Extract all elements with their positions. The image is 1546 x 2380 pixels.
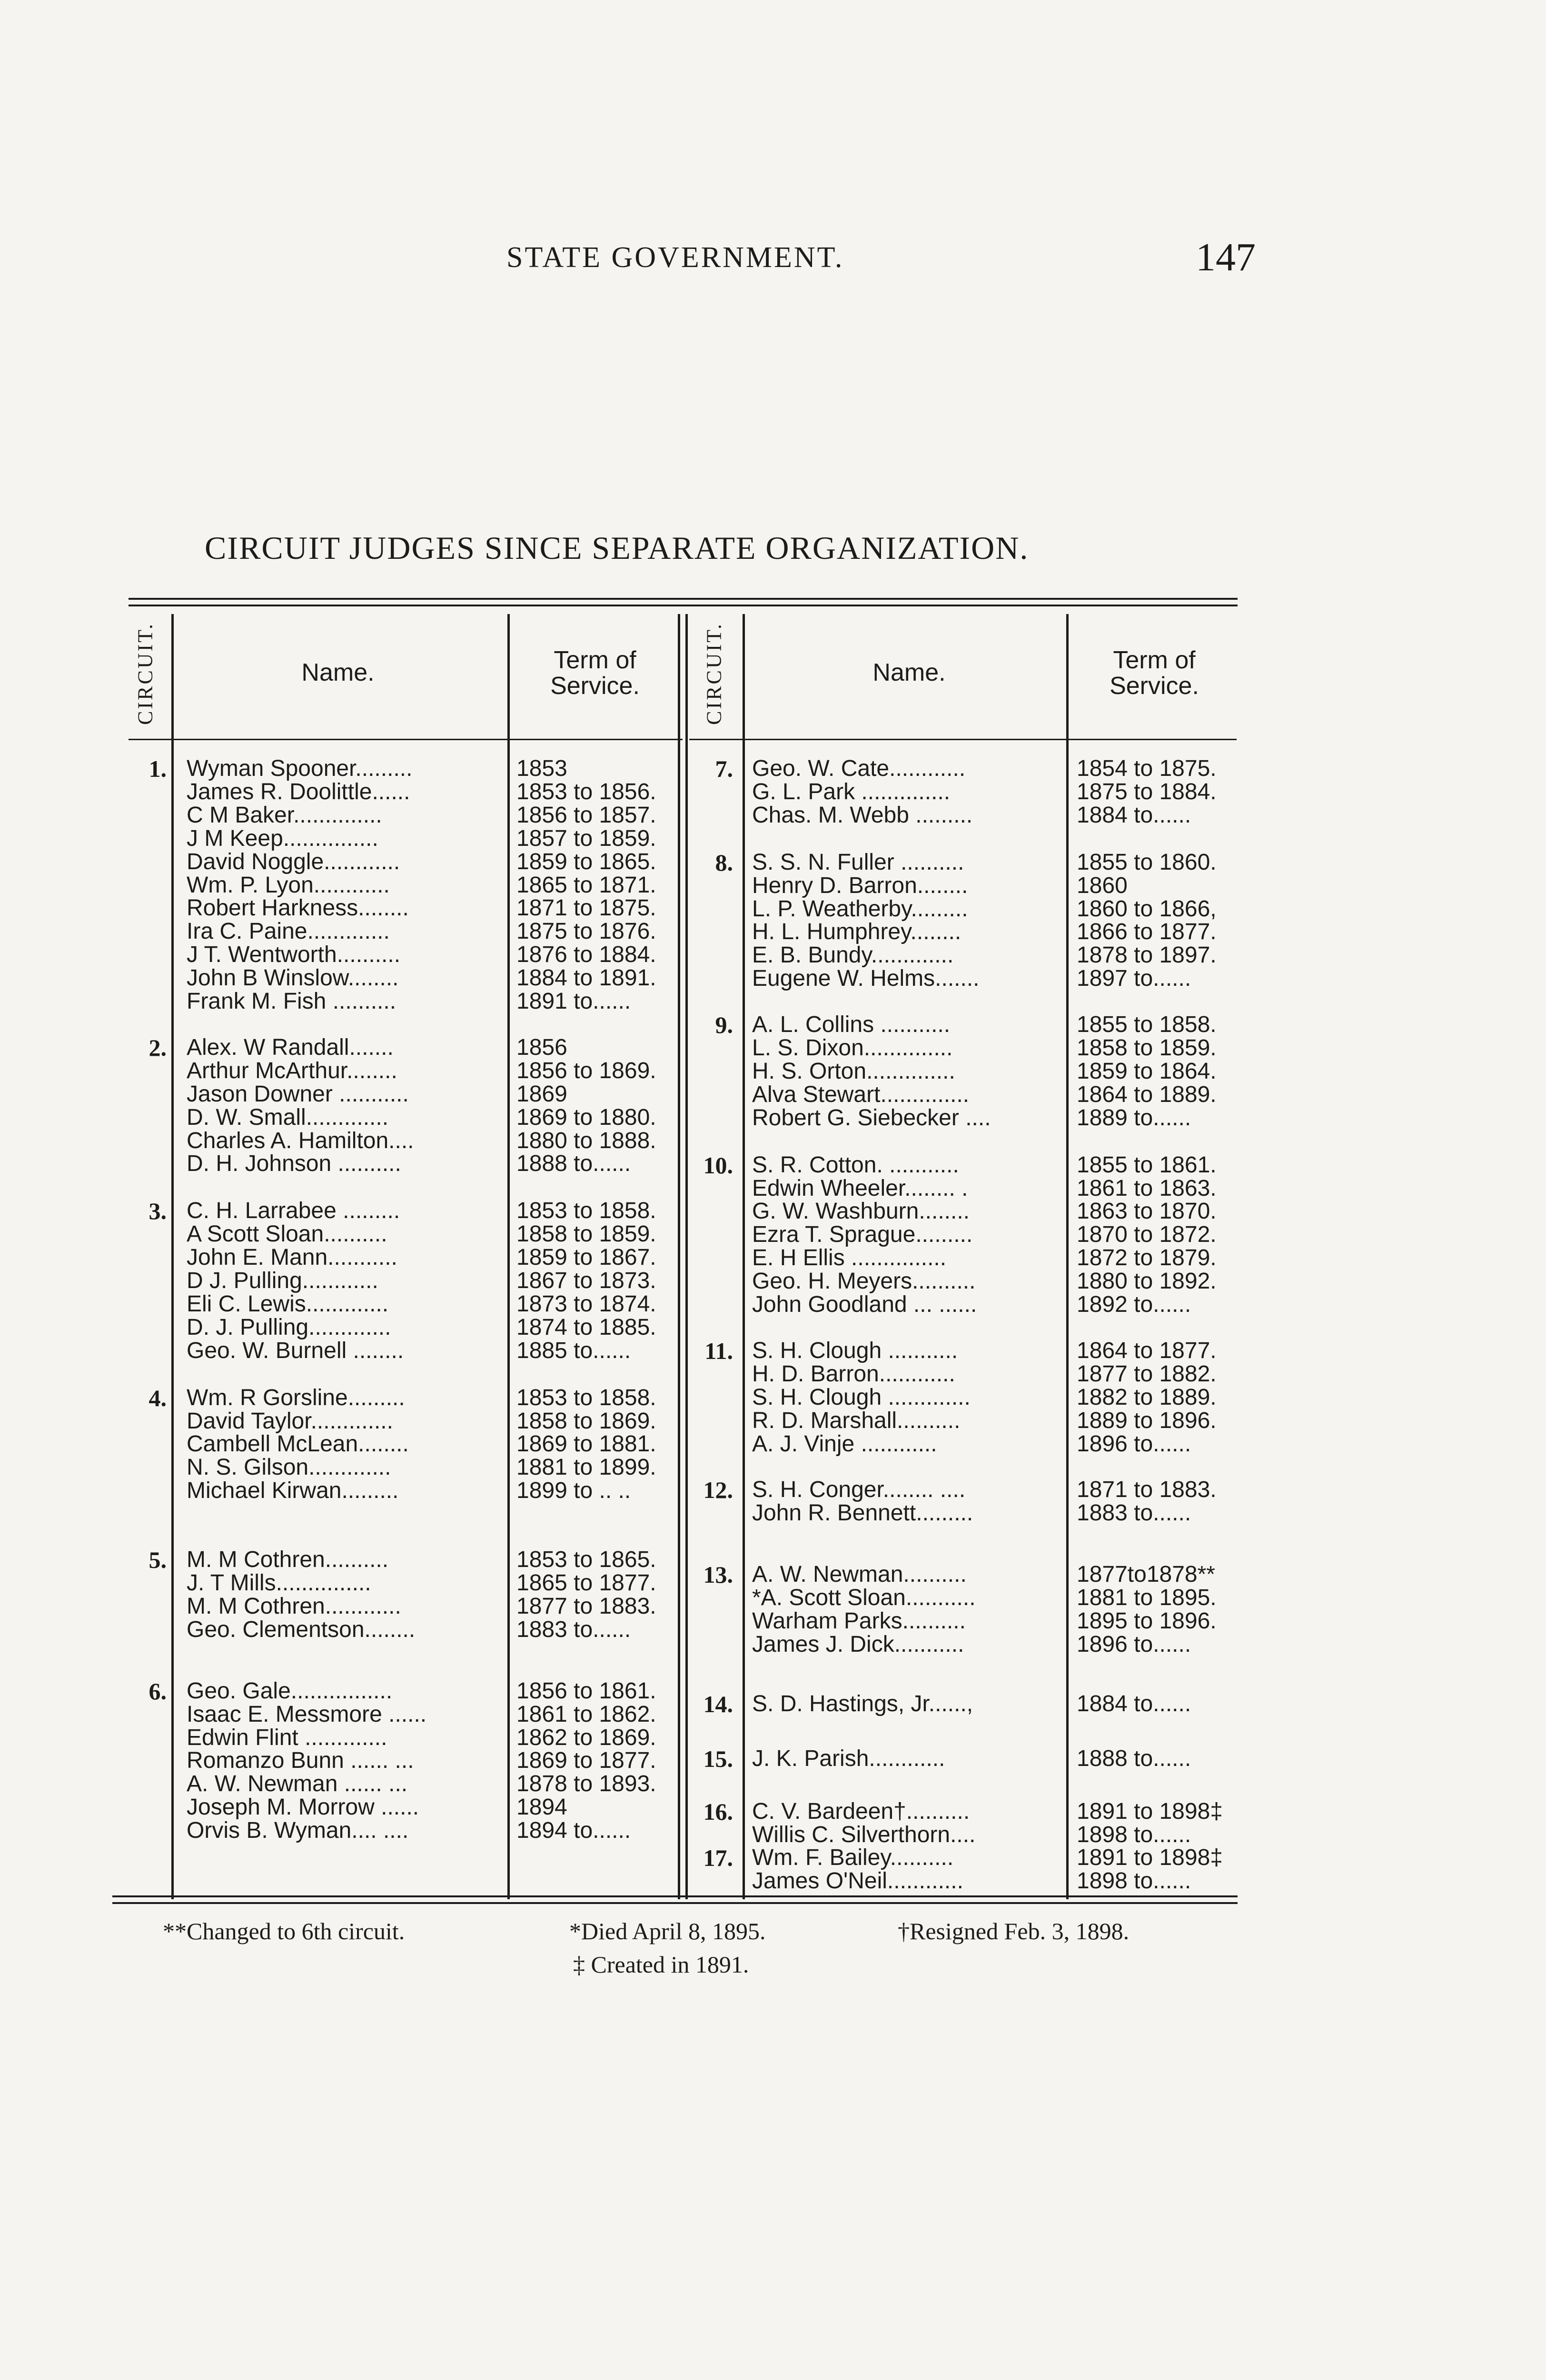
table-cell-name: Ira C. Paine............. bbox=[187, 919, 390, 944]
table-cell-term: 1884 to 1891. bbox=[516, 965, 656, 991]
table-cell-term: 1883 to...... bbox=[516, 1617, 631, 1642]
table-cell-name: E. B. Bundy............. bbox=[752, 942, 954, 968]
table-cell-name: H. L. Humphrey........ bbox=[752, 919, 961, 944]
table-cell-name: Charles A. Hamilton.... bbox=[187, 1128, 414, 1153]
table-cell-name: Arthur McArthur........ bbox=[187, 1058, 397, 1083]
table-cell-term: 1855 to 1860. bbox=[1077, 850, 1217, 875]
table-cell-name: John Goodland ... ...... bbox=[752, 1292, 977, 1317]
table-cell-term: 1891 to 1898‡ bbox=[1077, 1845, 1223, 1870]
col-line-4 bbox=[685, 614, 688, 1899]
table-cell-term: 1874 to 1885. bbox=[516, 1315, 656, 1340]
table-cell-name: S. H. Clough ........... bbox=[752, 1338, 958, 1363]
table-cell-name: Geo. H. Meyers.......... bbox=[752, 1269, 976, 1294]
table-cell-name: L. P. Weatherby......... bbox=[752, 896, 968, 922]
table-cell-name: A. W. Newman ...... ... bbox=[187, 1771, 408, 1796]
table-cell-term: 1864 to 1877. bbox=[1077, 1338, 1217, 1363]
header-circuit-right bbox=[700, 605, 728, 743]
table-cell-name: Eli C. Lewis............. bbox=[187, 1291, 389, 1317]
table-cell-term: 1877to1878** bbox=[1077, 1562, 1215, 1587]
table-cell-term: 1877 to 1883. bbox=[516, 1594, 656, 1619]
table-cell-term: 1859 to 1867. bbox=[516, 1245, 656, 1270]
table-cell-name: J. T Mills............... bbox=[187, 1570, 371, 1596]
table-cell-name: Cambell McLean........ bbox=[187, 1431, 409, 1457]
table-cell-term: 1880 to 1892. bbox=[1077, 1269, 1217, 1294]
table-cell-term: 1883 to...... bbox=[1077, 1500, 1191, 1526]
table-cell-name: D. W. Small............. bbox=[187, 1105, 389, 1130]
table-cell-name: L. S. Dixon.............. bbox=[752, 1035, 953, 1061]
table-cell-name: A. J. Vinje ............ bbox=[752, 1431, 937, 1457]
table-cell-circuit: 11. bbox=[704, 1338, 733, 1364]
table-cell-name: D J. Pulling............ bbox=[187, 1268, 378, 1293]
table-cell-circuit: 16. bbox=[703, 1798, 733, 1825]
header-term-right-l1: Term of bbox=[1113, 646, 1196, 674]
table-cell-term: 1855 to 1858. bbox=[1077, 1012, 1217, 1037]
table-cell-circuit: 6. bbox=[149, 1678, 167, 1705]
table-cell-name: Wyman Spooner......... bbox=[187, 756, 413, 781]
table-cell-circuit: 12. bbox=[703, 1477, 733, 1503]
table-cell-name: Isaac E. Messmore ...... bbox=[187, 1702, 427, 1727]
table-cell-name: Alex. W Randall....... bbox=[187, 1035, 394, 1060]
table-cell-term: 1867 to 1873. bbox=[516, 1268, 656, 1293]
table-cell-term: 1853 to 1865. bbox=[516, 1547, 656, 1572]
col-line-1 bbox=[171, 614, 174, 1899]
col-line-3 bbox=[678, 614, 680, 1899]
table-cell-term: 1854 to 1875. bbox=[1077, 756, 1217, 781]
table-cell-name: Eugene W. Helms....... bbox=[752, 966, 980, 991]
table-cell-name: Wm. R Gorsline......... bbox=[187, 1385, 405, 1410]
table-cell-term: 1878 to 1893. bbox=[516, 1771, 656, 1796]
table-cell-name: D. H. Johnson .......... bbox=[187, 1151, 401, 1176]
table-cell-term: 1871 to 1875. bbox=[516, 895, 656, 921]
table-cell-term: 1875 to 1884. bbox=[1077, 779, 1217, 804]
table-cell-name: D. J. Pulling............. bbox=[187, 1315, 391, 1340]
table-cell-term: 1899 to .. .. bbox=[516, 1478, 631, 1503]
table-cell-term: 1864 to 1889. bbox=[1077, 1082, 1217, 1107]
table-cell-term: 1869 to 1881. bbox=[516, 1431, 656, 1457]
table-cell-name: Wm. F. Bailey.......... bbox=[752, 1845, 954, 1870]
table-cell-term: 1877 to 1882. bbox=[1077, 1361, 1217, 1387]
table-cell-term: 1862 to 1869. bbox=[516, 1725, 656, 1750]
table-cell-name: A. W. Newman.......... bbox=[752, 1562, 967, 1587]
bottom-rule-1 bbox=[112, 1895, 1238, 1897]
table-cell-term: 1863 to 1870. bbox=[1077, 1199, 1217, 1224]
table-cell-circuit: 10. bbox=[703, 1152, 733, 1179]
table-cell-term: 1889 to...... bbox=[1077, 1105, 1191, 1130]
running-head: STATE GOVERNMENT. bbox=[506, 241, 844, 274]
header-name-left: Name. bbox=[301, 659, 375, 686]
table-cell-term: 1856 bbox=[516, 1035, 567, 1060]
table-cell-circuit: 3. bbox=[149, 1198, 167, 1224]
table-cell-term: 1889 to 1896. bbox=[1077, 1408, 1217, 1433]
table-cell-term: 1865 to 1877. bbox=[516, 1570, 656, 1596]
table-cell-term: 1873 to 1874. bbox=[516, 1291, 656, 1317]
table-cell-term: 1884 to...... bbox=[1077, 803, 1191, 828]
footnote-resigned: †Resigned Feb. 3, 1898. bbox=[898, 1918, 1130, 1944]
table-cell-name: S. H. Conger........ .... bbox=[752, 1477, 966, 1502]
header-term-left-l2: Service. bbox=[550, 672, 640, 700]
table-cell-name: S. R. Cotton. ........... bbox=[752, 1152, 959, 1178]
table-cell-name: John E. Mann........... bbox=[187, 1245, 397, 1270]
table-cell-name: Chas. M. Webb ......... bbox=[752, 803, 973, 828]
table-cell-name: J. K. Parish............ bbox=[752, 1746, 945, 1771]
table-cell-term: 1891 to 1898‡ bbox=[1077, 1799, 1223, 1824]
table-cell-circuit: 9. bbox=[715, 1012, 733, 1038]
table-cell-circuit: 15. bbox=[703, 1745, 733, 1772]
table-cell-name: C. H. Larrabee ......... bbox=[187, 1198, 400, 1223]
header-rule-left bbox=[129, 739, 683, 740]
table-cell-term: 1876 to 1884. bbox=[516, 942, 656, 967]
table-cell-term: 1860 bbox=[1077, 873, 1128, 898]
table-cell-term: 1892 to...... bbox=[1077, 1292, 1191, 1317]
table-cell-term: 1855 to 1861. bbox=[1077, 1152, 1217, 1178]
table-cell-name: H. D. Barron............ bbox=[752, 1361, 955, 1387]
table-cell-name: Robert G. Siebecker .... bbox=[752, 1105, 991, 1130]
header-term-left-l1: Term of bbox=[554, 646, 636, 674]
table-cell-term: 1880 to 1888. bbox=[516, 1128, 656, 1153]
table-cell-name: *A. Scott Sloan........... bbox=[752, 1585, 976, 1610]
table-cell-term: 1853 to 1856. bbox=[516, 779, 656, 804]
table-cell-name: C M Baker.............. bbox=[187, 803, 382, 828]
page-number: 147 bbox=[1196, 235, 1256, 279]
table-cell-term: 1878 to 1897. bbox=[1077, 942, 1217, 968]
table-cell-term: 1888 to...... bbox=[1077, 1746, 1191, 1771]
table-cell-name: M. M Cothren.......... bbox=[187, 1547, 389, 1572]
table-cell-name: J M Keep............... bbox=[187, 826, 378, 851]
table-cell-term: 1870 to 1872. bbox=[1077, 1222, 1217, 1247]
table-cell-term: 1898 to...... bbox=[1077, 1822, 1191, 1847]
table-cell-name: H. S. Orton.............. bbox=[752, 1059, 955, 1084]
table-cell-circuit: 8. bbox=[715, 849, 733, 876]
table-cell-name: Alva Stewart.............. bbox=[752, 1082, 970, 1107]
table-cell-term: 1853 to 1858. bbox=[516, 1385, 656, 1410]
table-cell-circuit: 4. bbox=[149, 1385, 167, 1411]
table-cell-name: C. V. Bardeen†.......... bbox=[752, 1799, 970, 1824]
table-cell-term: 1853 to 1858. bbox=[516, 1198, 656, 1223]
table-cell-term: 1857 to 1859. bbox=[516, 826, 656, 851]
bottom-rule-2 bbox=[112, 1902, 1238, 1904]
table-cell-name: S. S. N. Fuller .......... bbox=[752, 850, 964, 875]
table-cell-name: Edwin Flint ............. bbox=[187, 1725, 387, 1750]
table-cell-name: Geo. Gale................ bbox=[187, 1678, 393, 1704]
table-cell-term: 1896 to...... bbox=[1077, 1632, 1191, 1657]
table-cell-term: 1895 to 1896. bbox=[1077, 1608, 1217, 1634]
table-cell-name: Orvis B. Wyman.... .... bbox=[187, 1818, 409, 1843]
table-cell-term: 1894 to...... bbox=[516, 1818, 631, 1843]
table-cell-term: 1894 bbox=[516, 1795, 567, 1820]
table-cell-term: 1881 to 1899. bbox=[516, 1455, 656, 1480]
table-cell-circuit: 7. bbox=[715, 755, 733, 782]
table-cell-name: A. L. Collins ........... bbox=[752, 1012, 951, 1037]
table-cell-name: G. W. Washburn........ bbox=[752, 1199, 970, 1224]
table-cell-name: Warham Parks.......... bbox=[752, 1608, 966, 1634]
table-cell-name: James J. Dick........... bbox=[752, 1632, 964, 1657]
table-cell-term: 1875 to 1876. bbox=[516, 919, 656, 944]
table-cell-term: 1859 to 1865. bbox=[516, 849, 656, 874]
header-term-left bbox=[512, 647, 678, 699]
table-cell-term: 1853 bbox=[516, 756, 567, 781]
footnote-created: ‡ Created in 1891. bbox=[573, 1951, 749, 1978]
header-circuit-right-label: CIRCUIT. bbox=[702, 622, 726, 725]
table-cell-name: Michael Kirwan......... bbox=[187, 1478, 399, 1503]
col-line-5 bbox=[743, 614, 745, 1899]
table-cell-name: Wm. P. Lyon............ bbox=[187, 873, 390, 898]
table-cell-name: N. S. Gilson............. bbox=[187, 1455, 391, 1480]
table-cell-term: 1856 to 1857. bbox=[516, 803, 656, 828]
header-circuit-left-label: CIRCUIT. bbox=[133, 622, 157, 725]
table-cell-name: Robert Harkness........ bbox=[187, 895, 409, 921]
table-cell-circuit: 14. bbox=[703, 1691, 733, 1717]
table-cell-name: David Taylor............. bbox=[187, 1408, 393, 1434]
table-cell-term: 1859 to 1864. bbox=[1077, 1059, 1217, 1084]
top-rule-1 bbox=[129, 598, 1238, 600]
table-cell-name: James R. Doolittle...... bbox=[187, 779, 410, 804]
footnote-died: *Died April 8, 1895. bbox=[569, 1918, 766, 1944]
table-cell-name: Romanzo Bunn ...... ... bbox=[187, 1748, 414, 1773]
table-cell-term: 1896 to...... bbox=[1077, 1431, 1191, 1457]
table-cell-term: 1869 to 1880. bbox=[516, 1105, 656, 1130]
table-title: CIRCUIT JUDGES SINCE SEPARATE ORGANIZATION. bbox=[205, 530, 1029, 566]
table-cell-name: G. L. Park .............. bbox=[752, 779, 951, 804]
table-cell-term: 1858 to 1859. bbox=[516, 1221, 656, 1247]
table-cell-name: Geo. W. Burnell ........ bbox=[187, 1338, 404, 1363]
table-cell-name: John R. Bennett......... bbox=[752, 1500, 973, 1526]
table-cell-circuit: 5. bbox=[149, 1547, 167, 1573]
table-cell-name: A Scott Sloan.......... bbox=[187, 1221, 387, 1247]
table-cell-name: Henry D. Barron........ bbox=[752, 873, 968, 898]
footnote-changed: **Changed to 6th circuit. bbox=[163, 1918, 405, 1944]
table-cell-name: James O'Neil............ bbox=[752, 1868, 963, 1894]
table-cell-term: 1881 to 1895. bbox=[1077, 1585, 1217, 1610]
table-cell-term: 1866 to 1877. bbox=[1077, 919, 1217, 944]
table-cell-term: 1865 to 1871. bbox=[516, 873, 656, 898]
table-cell-name: Willis C. Silverthorn.... bbox=[752, 1822, 976, 1847]
col-line-2 bbox=[507, 614, 510, 1899]
table-cell-term: 1856 to 1869. bbox=[516, 1058, 656, 1083]
table-cell-term: 1869 bbox=[516, 1081, 567, 1107]
table-cell-name: J T. Wentworth.......... bbox=[187, 942, 401, 967]
table-cell-term: 1871 to 1883. bbox=[1077, 1477, 1217, 1502]
table-cell-term: 1884 to...... bbox=[1077, 1691, 1191, 1716]
table-cell-circuit: 2. bbox=[149, 1034, 167, 1061]
table-cell-name: Geo. W. Cate............ bbox=[752, 756, 966, 781]
table-cell-term: 1891 to...... bbox=[516, 989, 631, 1014]
table-cell-term: 1858 to 1859. bbox=[1077, 1035, 1217, 1061]
table-cell-term: 1856 to 1861. bbox=[516, 1678, 656, 1704]
table-cell-name: Frank M. Fish .......... bbox=[187, 989, 396, 1014]
top-rule-2 bbox=[129, 605, 1238, 606]
table-cell-term: 1861 to 1862. bbox=[516, 1702, 656, 1727]
header-circuit-left bbox=[131, 605, 159, 743]
table-cell-name: David Noggle............ bbox=[187, 849, 400, 874]
header-name-right: Name. bbox=[872, 659, 946, 686]
table-cell-term: 1860 to 1866, bbox=[1077, 896, 1217, 922]
header-rule-right bbox=[689, 739, 1237, 740]
table-cell-circuit: 13. bbox=[703, 1561, 733, 1588]
table-cell-term: 1888 to...... bbox=[516, 1151, 631, 1176]
table-cell-name: E. H Ellis ............... bbox=[752, 1245, 947, 1270]
col-line-6 bbox=[1066, 614, 1069, 1899]
header-term-right bbox=[1071, 647, 1238, 699]
table-cell-name: R. D. Marshall.......... bbox=[752, 1408, 961, 1433]
table-cell-term: 1897 to...... bbox=[1077, 966, 1191, 991]
table-cell-term: 1872 to 1879. bbox=[1077, 1245, 1217, 1270]
table-cell-name: Geo. Clementson........ bbox=[187, 1617, 416, 1642]
table-cell-name: Edwin Wheeler........ . bbox=[752, 1176, 968, 1201]
table-cell-name: M. M Cothren............ bbox=[187, 1594, 401, 1619]
table-cell-term: 1861 to 1863. bbox=[1077, 1176, 1217, 1201]
table-cell-name: Joseph M. Morrow ...... bbox=[187, 1795, 419, 1820]
table-cell-term: 1869 to 1877. bbox=[516, 1748, 656, 1773]
table-cell-circuit: 1. bbox=[149, 755, 167, 782]
table-cell-name: S. D. Hastings, Jr......, bbox=[752, 1691, 973, 1716]
table-cell-term: 1858 to 1869. bbox=[516, 1408, 656, 1434]
table-cell-term: 1885 to...... bbox=[516, 1338, 631, 1363]
table-cell-name: Ezra T. Sprague......... bbox=[752, 1222, 973, 1247]
table-cell-name: Jason Downer ........... bbox=[187, 1081, 409, 1107]
table-cell-name: S. H. Clough ............. bbox=[752, 1385, 971, 1410]
table-cell-name: John B Winslow........ bbox=[187, 965, 399, 991]
table-cell-term: 1882 to 1889. bbox=[1077, 1385, 1217, 1410]
table-cell-circuit: 17. bbox=[703, 1844, 733, 1871]
table-cell-term: 1898 to...... bbox=[1077, 1868, 1191, 1894]
header-term-right-l2: Service. bbox=[1110, 672, 1199, 700]
